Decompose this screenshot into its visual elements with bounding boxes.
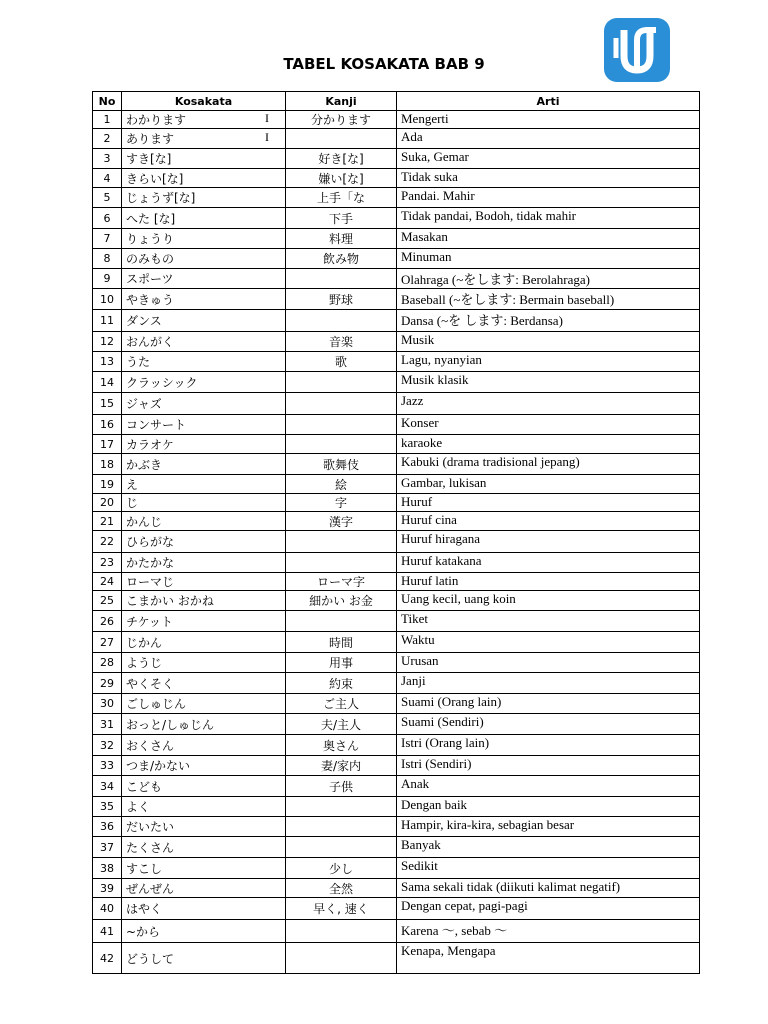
row-kanji	[286, 129, 397, 149]
row-kosakata: おんがく	[126, 335, 175, 349]
row-kosakata-cell	[122, 249, 286, 269]
row-kanji	[286, 920, 397, 943]
row-number: 16	[93, 415, 122, 435]
row-number: 26	[93, 611, 122, 632]
row-arti: Huruf cina	[397, 512, 700, 531]
row-kosakata: コンサート	[126, 418, 187, 432]
row-kosakata-cell	[122, 694, 286, 714]
row-arti: Hampir, kira-kira, sebagian besar	[397, 817, 700, 837]
row-kosakata-cell	[122, 776, 286, 797]
row-kanji: 夫/主人	[286, 714, 397, 735]
table-row	[93, 573, 700, 591]
row-kanji	[286, 611, 397, 632]
row-arti: Tiket	[397, 611, 700, 632]
table-row	[93, 512, 700, 531]
row-kanji	[286, 943, 397, 974]
row-kosakata: たくさん	[126, 840, 175, 855]
row-number: 17	[93, 435, 122, 454]
row-arti: Ada	[397, 129, 700, 149]
row-kanji: 下手	[286, 208, 397, 229]
table-row	[93, 415, 700, 435]
row-kanji: 早く, 速く	[286, 898, 397, 920]
row-arti: Masakan	[397, 229, 700, 249]
row-kosakata-cell	[122, 714, 286, 735]
row-kanji	[286, 415, 397, 435]
row-kosakata-cell	[122, 269, 286, 289]
row-kosakata: ローマじ	[126, 575, 175, 589]
row-number: 20	[93, 494, 122, 512]
row-number: 9	[93, 269, 122, 289]
row-kanji: 上手「な	[286, 188, 397, 208]
row-arti: Anak	[397, 776, 700, 797]
table-row	[93, 756, 700, 776]
row-kosakata-cell	[122, 111, 286, 129]
row-kosakata: はやく	[126, 902, 163, 916]
row-arti: Dansa (~を します: Berdansa)	[397, 310, 700, 332]
table-row	[93, 435, 700, 454]
row-kosakata: どうして	[126, 951, 175, 966]
row-kanji	[286, 837, 397, 858]
row-kosakata-cell	[122, 229, 286, 249]
row-arti: Musik	[397, 332, 700, 352]
row-number: 36	[93, 817, 122, 837]
table-row	[93, 249, 700, 269]
row-kosakata: じ	[126, 496, 139, 510]
row-arti: Gambar, lukisan	[397, 475, 700, 494]
row-kanji: 全然	[286, 879, 397, 898]
row-kanji: 約束	[286, 673, 397, 694]
row-kosakata-cell	[122, 898, 286, 920]
row-arti: Kenapa, Mengapa	[397, 943, 700, 974]
vocabulary-table	[92, 91, 700, 974]
row-arti: Huruf latin	[397, 573, 700, 591]
row-kosakata-cell	[122, 920, 286, 943]
table-row	[93, 553, 700, 573]
row-kosakata-cell	[122, 454, 286, 475]
row-kosakata-cell	[122, 837, 286, 858]
row-number: 39	[93, 879, 122, 898]
row-kanji	[286, 310, 397, 332]
row-kosakata: あります	[126, 132, 175, 146]
table-row	[93, 352, 700, 372]
row-kosakata: わかります	[126, 113, 187, 127]
row-arti: Lagu, nyanyian	[397, 352, 700, 372]
table-row	[93, 289, 700, 310]
row-kosakata-cell	[122, 494, 286, 512]
table-row	[93, 879, 700, 898]
row-kosakata-cell	[122, 310, 286, 332]
row-kosakata-cell	[122, 475, 286, 494]
row-number: 14	[93, 372, 122, 393]
row-kosakata: え	[126, 477, 139, 492]
row-arti: Olahraga (~をします: Berolahraga)	[397, 269, 700, 289]
row-kosakata: すこし	[126, 861, 163, 876]
table-body	[93, 111, 700, 974]
row-number: 7	[93, 229, 122, 249]
row-kosakata: チケット	[126, 614, 173, 629]
row-kosakata: こども	[126, 779, 163, 794]
row-kanji: 子供	[286, 776, 397, 797]
table-row	[93, 920, 700, 943]
row-kosakata-cell	[122, 573, 286, 591]
row-kosakata-cell	[122, 289, 286, 310]
row-kanji	[286, 797, 397, 817]
row-number: 10	[93, 289, 122, 310]
row-number: 24	[93, 573, 122, 591]
row-kosakata-cell	[122, 512, 286, 531]
row-kosakata-cell	[122, 352, 286, 372]
row-number: 21	[93, 512, 122, 531]
row-number: 3	[93, 149, 122, 169]
row-verb-group-mark: I	[265, 130, 269, 144]
row-number: 38	[93, 858, 122, 879]
row-kanji: 絵	[286, 475, 397, 494]
table-row	[93, 494, 700, 512]
row-kosakata: ジャズ	[126, 397, 162, 411]
row-arti: Huruf	[397, 494, 700, 512]
row-kosakata: つま/かない	[126, 759, 191, 773]
row-kosakata: きらい[な]	[126, 171, 184, 186]
table-row	[93, 898, 700, 920]
row-number: 29	[93, 673, 122, 694]
row-kosakata-cell	[122, 129, 286, 149]
row-kosakata: うた	[126, 355, 151, 369]
table-row	[93, 208, 700, 229]
row-kosakata-cell	[122, 149, 286, 169]
table-row	[93, 673, 700, 694]
row-kosakata: スポーツ	[126, 272, 174, 286]
row-number: 30	[93, 694, 122, 714]
table-row	[93, 611, 700, 632]
row-number: 11	[93, 310, 122, 332]
row-kosakata-cell	[122, 208, 286, 229]
row-kosakata: やくそく	[126, 676, 175, 691]
row-kosakata-cell	[122, 372, 286, 393]
row-kanji	[286, 393, 397, 415]
table-row	[93, 653, 700, 673]
row-arti: karaoke	[397, 435, 700, 454]
table-row	[93, 837, 700, 858]
row-kosakata-cell	[122, 797, 286, 817]
row-kanji: 細かい お金	[286, 591, 397, 611]
row-number: 18	[93, 454, 122, 475]
row-arti: Sedikit	[397, 858, 700, 879]
row-number: 13	[93, 352, 122, 372]
row-kosakata: へた [な]	[126, 211, 176, 226]
row-number: 1	[93, 111, 122, 129]
row-arti: Baseball (~をします: Bermain baseball)	[397, 289, 700, 310]
row-number: 41	[93, 920, 122, 943]
row-number: 35	[93, 797, 122, 817]
row-kosakata-cell	[122, 188, 286, 208]
page-title: TABEL KOSAKATA BAB 9	[283, 55, 485, 73]
row-kosakata-cell	[122, 531, 286, 553]
row-kanji	[286, 435, 397, 454]
row-kosakata-cell	[122, 415, 286, 435]
row-kanji: 奥さん	[286, 735, 397, 756]
row-number: 27	[93, 632, 122, 653]
row-kosakata-cell	[122, 435, 286, 454]
row-kanji: 時間	[286, 632, 397, 653]
row-kosakata: よく	[126, 800, 151, 814]
row-number: 42	[93, 943, 122, 974]
table-row	[93, 858, 700, 879]
row-arti: Huruf katakana	[397, 553, 700, 573]
row-number: 6	[93, 208, 122, 229]
table-row	[93, 269, 700, 289]
table-row	[93, 632, 700, 653]
row-kanji: 歌舞伎	[286, 454, 397, 475]
table-row	[93, 531, 700, 553]
row-arti: Jazz	[397, 393, 700, 415]
row-kosakata: かたかな	[126, 556, 175, 570]
row-kanji: 字	[286, 494, 397, 512]
row-arti: Suami (Sendiri)	[397, 714, 700, 735]
table-row	[93, 797, 700, 817]
row-kosakata-cell	[122, 611, 286, 632]
row-kosakata-cell	[122, 169, 286, 188]
table-row	[93, 310, 700, 332]
row-kosakata-cell	[122, 879, 286, 898]
row-kanji: 好き[な]	[286, 149, 397, 169]
table-row	[93, 332, 700, 352]
row-arti: Suami (Orang lain)	[397, 694, 700, 714]
table-row	[93, 714, 700, 735]
row-number: 34	[93, 776, 122, 797]
row-kanji	[286, 553, 397, 573]
row-kanji: 料理	[286, 229, 397, 249]
table-row	[93, 943, 700, 974]
row-number: 8	[93, 249, 122, 269]
row-kosakata-cell	[122, 943, 286, 974]
table-row	[93, 111, 700, 129]
row-kanji: 音楽	[286, 332, 397, 352]
table-header-row	[93, 92, 700, 111]
row-arti: Urusan	[397, 653, 700, 673]
row-number: 12	[93, 332, 122, 352]
row-arti: Uang kecil, uang koin	[397, 591, 700, 611]
row-number: 28	[93, 653, 122, 673]
row-kosakata: おくさん	[126, 738, 175, 753]
row-kosakata-cell	[122, 673, 286, 694]
row-kosakata: クラッシック	[126, 375, 198, 390]
row-number: 31	[93, 714, 122, 735]
row-kosakata: だいたい	[126, 820, 175, 834]
row-arti: Huruf hiragana	[397, 531, 700, 553]
table-row	[93, 372, 700, 393]
row-kanji: 漢字	[286, 512, 397, 531]
row-kosakata-cell	[122, 393, 286, 415]
row-kosakata: すき[な]	[126, 152, 172, 166]
row-number: 19	[93, 475, 122, 494]
row-kosakata: かんじ	[126, 514, 163, 529]
table-row	[93, 454, 700, 475]
table-row	[93, 817, 700, 837]
row-kosakata-cell	[122, 756, 286, 776]
row-kosakata: ~から	[126, 924, 161, 939]
row-number: 33	[93, 756, 122, 776]
row-number: 5	[93, 188, 122, 208]
row-kosakata-cell	[122, 632, 286, 653]
table-row	[93, 694, 700, 714]
row-arti: Suka, Gemar	[397, 149, 700, 169]
row-kosakata-cell	[122, 858, 286, 879]
row-kosakata: ごしゅじん	[126, 697, 187, 711]
row-number: 15	[93, 393, 122, 415]
table-row	[93, 776, 700, 797]
row-kosakata: りょうり	[126, 232, 175, 246]
table-row	[93, 591, 700, 611]
row-kanji	[286, 372, 397, 393]
header-no: No	[93, 92, 122, 111]
row-number: 37	[93, 837, 122, 858]
row-kosakata: おっと/しゅじん	[126, 717, 215, 732]
row-arti: Waktu	[397, 632, 700, 653]
row-number: 4	[93, 169, 122, 188]
table-row	[93, 475, 700, 494]
row-kanji: ローマ字	[286, 573, 397, 591]
table-row	[93, 393, 700, 415]
row-number: 25	[93, 591, 122, 611]
row-kosakata: やきゅう	[126, 292, 175, 307]
row-kosakata: じかん	[126, 635, 163, 650]
row-arti: Musik klasik	[397, 372, 700, 393]
row-kanji	[286, 817, 397, 837]
row-arti: Kabuki (drama tradisional jepang)	[397, 454, 700, 475]
row-arti: Istri (Orang lain)	[397, 735, 700, 756]
row-arti: Tidak suka	[397, 169, 700, 188]
table-row	[93, 735, 700, 756]
row-kanji: 歌	[286, 352, 397, 372]
table-row	[93, 169, 700, 188]
row-kosakata-cell	[122, 653, 286, 673]
table-row	[93, 188, 700, 208]
row-arti: Banyak	[397, 837, 700, 858]
row-kosakata-cell	[122, 735, 286, 756]
table-row	[93, 129, 700, 149]
header-kanji: Kanji	[286, 92, 397, 111]
row-kanji: 分かります	[286, 111, 397, 129]
table-row	[93, 149, 700, 169]
row-arti: Dengan baik	[397, 797, 700, 817]
row-kosakata: じょうず[な]	[126, 191, 196, 205]
row-arti: Dengan cepat, pagi-pagi	[397, 898, 700, 920]
row-number: 2	[93, 129, 122, 149]
row-arti: Minuman	[397, 249, 700, 269]
row-kanji	[286, 269, 397, 289]
row-arti: Pandai. Mahir	[397, 188, 700, 208]
row-kosakata: ぜんぜん	[126, 881, 175, 896]
row-arti: Istri (Sendiri)	[397, 756, 700, 776]
header-kosakata: Kosakata	[122, 92, 286, 111]
row-arti: Karena 〜, sebab 〜	[397, 920, 700, 943]
row-kanji: 少し	[286, 858, 397, 879]
row-arti: Mengerti	[397, 111, 700, 129]
row-arti: Tidak pandai, Bodoh, tidak mahir	[397, 208, 700, 229]
row-kanji: ご主人	[286, 694, 397, 714]
row-kosakata: こまかい おかね	[126, 594, 214, 608]
row-kosakata: かぶき	[126, 457, 163, 472]
row-kanji: 野球	[286, 289, 397, 310]
row-arti: Janji	[397, 673, 700, 694]
row-number: 32	[93, 735, 122, 756]
row-kosakata-cell	[122, 817, 286, 837]
row-arti: Sama sekali tidak (diikuti kalimat negatif)	[397, 879, 700, 898]
row-number: 22	[93, 531, 122, 553]
row-kosakata: ひらがな	[126, 535, 175, 549]
row-kanji: 用事	[286, 653, 397, 673]
row-number: 40	[93, 898, 122, 920]
row-arti: Konser	[397, 415, 700, 435]
row-kosakata-cell	[122, 553, 286, 573]
row-kosakata-cell	[122, 591, 286, 611]
row-kanji: 嫌い[な]	[286, 169, 397, 188]
row-kanji: 飲み物	[286, 249, 397, 269]
row-kosakata: カラオケ	[126, 437, 174, 452]
table-row	[93, 229, 700, 249]
row-kosakata: ようじ	[126, 656, 163, 670]
row-kosakata: のみもの	[126, 252, 175, 266]
row-kosakata: ダンス	[126, 314, 162, 328]
row-verb-group-mark: I	[265, 111, 269, 125]
row-kosakata-cell	[122, 332, 286, 352]
row-kanji: 妻/家内	[286, 756, 397, 776]
row-number: 23	[93, 553, 122, 573]
header-arti: Arti	[397, 92, 700, 111]
row-kanji	[286, 531, 397, 553]
